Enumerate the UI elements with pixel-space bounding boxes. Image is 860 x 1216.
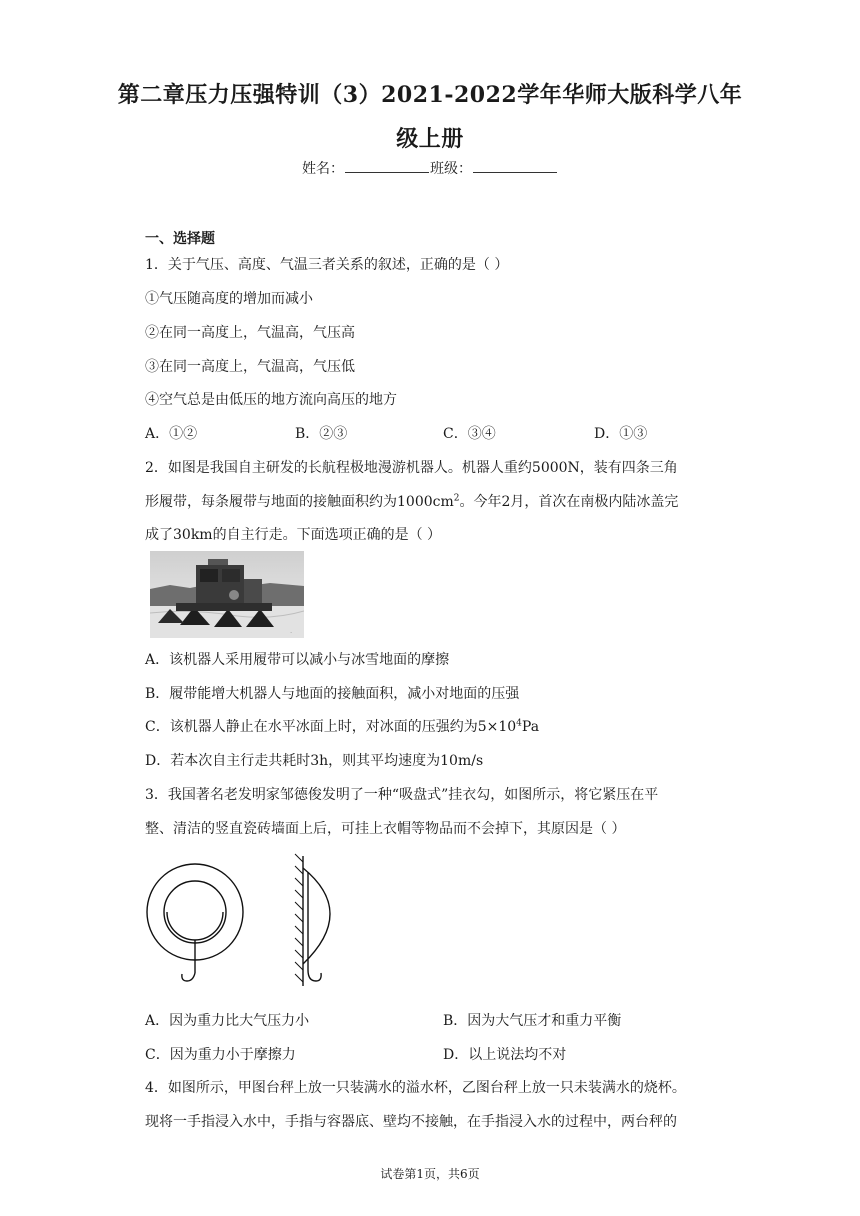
class-label: 班级： [430,161,472,177]
q3-stem-line1: 3．我国著名老发明家邹德俊发明了一种“吸盘式”挂衣勾，如图所示，将它紧压在平 [145,787,659,803]
q1-statement: ③在同一高度上，气温高，气压低 [145,359,355,375]
q3-option-d: D．以上说法均不对 [443,1047,567,1063]
q2-stem-line3: 成了30km的自主行走。下面选项正确的是（ ） [145,527,442,543]
superscript-2: 2 [453,493,460,504]
q1-statement: ④空气总是由低压的地方流向高压的地方 [145,392,397,408]
q1-stem: 1．关于气压、高度、气温三者关系的叙述，正确的是（ ） [145,257,509,273]
q2-stem-line2: 形履带，每条履带与地面的接触面积约为$1000cm^2$。今年2月，首次在南极内陆冰盖完 [145,493,679,510]
q3-stem-line2: 整、清洁的竖直瓷砖墙面上后，可挂上衣帽等物品而不会掉下，其原因是（ ） [145,821,626,837]
name-label: 姓名： [302,161,344,177]
polar-robot-photo [150,551,304,638]
section-heading: 一、选择题 [145,231,215,247]
q3-option-b: B．因为大气压才和重力平衡 [443,1013,622,1029]
q2-option-d: D．若本次自主行走共耗时3h，则其平均速度为10m/s [145,753,484,769]
superscript-4: 4 [516,718,522,729]
name-blank [345,160,429,173]
q3-option-c: C．因为重力小于摩擦力 [145,1047,296,1063]
page-footer: 试卷第1页，共6页 [380,1167,480,1181]
exam-title-line2: 级上册 [396,126,464,152]
svg-text:·: · [290,629,293,637]
q1-option-b: B．②③ [295,426,348,442]
class-blank [473,160,557,173]
q1-statement: ②在同一高度上，气温高，气压高 [145,325,355,341]
q2-option-c: C．该机器人静止在水平冰面上时，对冰面的压强约为$5\times 10^4Pa$ [145,718,540,735]
q1-option-a: A．①② [145,426,198,442]
q4-stem-line2: 现将一手指浸入水中，手指与容器底、壁均不接触，在手指浸入水的过程中，两台秤的 [145,1114,677,1130]
q2-option-b: B．履带能增大机器人与地面的接触面积，减小对地面的压强 [145,686,520,702]
student-info-line [0,158,860,178]
q2-stem-line1: 2．如图是我国自主研发的长航程极地漫游机器人。机器人重约5000N，装有四条三角 [145,460,678,476]
q1-statement: ①气压随高度的增加而减小 [145,291,313,307]
q2-option-a: A．该机器人采用履带可以减小与冰雪地面的摩擦 [145,652,450,668]
q1-option-c: C．③④ [443,426,496,442]
q4-stem-line1: 4．如图所示，甲图台秤上放一只装满水的溢水杯，乙图台秤上放一只未装满水的烧杯。 [145,1080,686,1096]
suction-hook-diagram [143,852,343,987]
q3-option-a: A．因为重力比大气压力小 [145,1013,310,1029]
q1-option-d: D．①③ [594,426,648,442]
exam-title-line1: 第二章压力压强特训（3）2021-2022学年华师大版科学八年 [117,82,743,108]
